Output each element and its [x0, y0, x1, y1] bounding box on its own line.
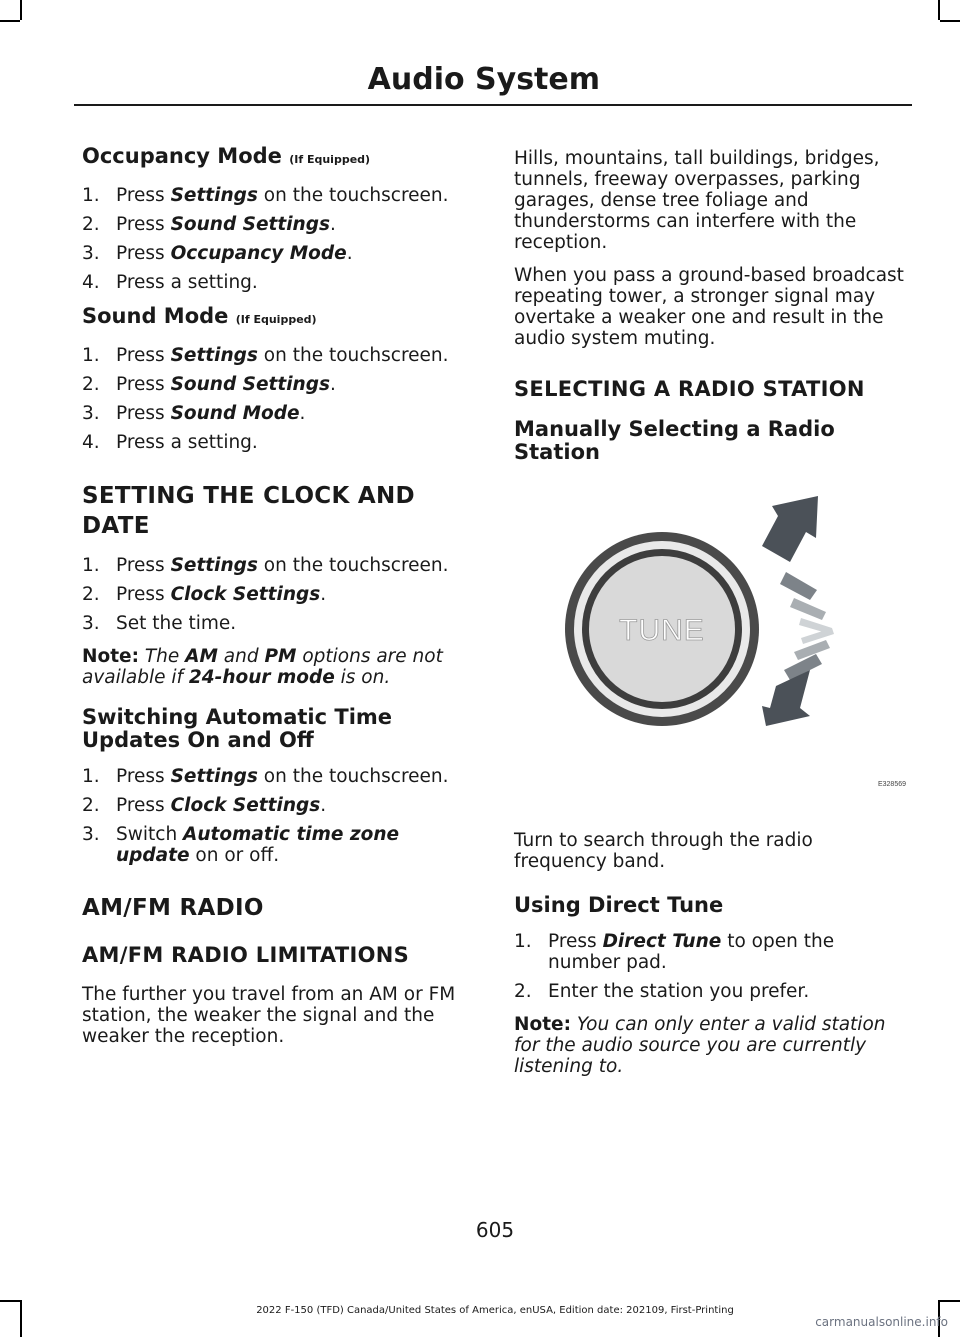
- step-number: 3.: [82, 824, 100, 845]
- watermark: carmanualsonline.info: [815, 1315, 948, 1329]
- step-emphasis: Settings: [170, 185, 258, 206]
- right-column: [514, 148, 906, 1089]
- list-item: [82, 185, 474, 206]
- step-text-end: .: [329, 214, 336, 235]
- step-emphasis: Automatic time zone update: [116, 824, 400, 866]
- step-text: Enter the station you prefer.: [548, 981, 810, 1002]
- list-item: [514, 981, 906, 1002]
- crop-mark-top-right-h: [940, 20, 960, 22]
- step-text-end: .: [299, 403, 306, 424]
- occupancy-mode-title: Occupancy Mode: [82, 144, 282, 168]
- step-text-end: .: [329, 374, 336, 395]
- step-text: Press a setting.: [116, 432, 258, 453]
- crop-mark-bottom-right-h: [940, 1300, 960, 1302]
- note-pm: PM: [264, 646, 297, 667]
- list-item: [82, 272, 474, 293]
- arrow-up-clockwise-icon: [762, 496, 818, 562]
- step-text: Press: [116, 243, 171, 264]
- occupancy-mode-qualifier: (If Equipped): [289, 153, 371, 166]
- step-text: Press: [116, 766, 171, 787]
- left-column: [82, 145, 474, 1059]
- list-item: [82, 613, 474, 634]
- step-text: Press: [116, 374, 171, 395]
- step-text-end: on the touchscreen.: [257, 766, 449, 787]
- crop-mark-bottom-left-h: [0, 1300, 20, 1302]
- amfm-limitations-heading: AM/FM RADIO LIMITATIONS: [82, 943, 410, 967]
- step-number: 2.: [82, 584, 100, 605]
- limitations-paragraph: The further you travel from an AM or FM station, the weaker the signal and the weaker the reception.: [82, 984, 456, 1047]
- note-am: AM: [185, 646, 218, 667]
- step-number: 2.: [82, 374, 100, 395]
- occupancy-mode-steps: [82, 185, 474, 293]
- step-number: 3.: [82, 403, 100, 424]
- step-text: Press: [116, 345, 171, 366]
- list-item: [82, 555, 474, 576]
- step-number: 1.: [82, 185, 100, 206]
- clock-note: [82, 646, 474, 688]
- note-label: Note:: [82, 646, 139, 667]
- step-emphasis: Sound Mode: [170, 403, 300, 424]
- step-number: 4.: [82, 272, 100, 293]
- step-number: 3.: [82, 613, 100, 634]
- header-divider: [74, 104, 912, 106]
- sound-mode-title: Sound Mode: [82, 304, 229, 328]
- step-text: Press: [548, 931, 603, 952]
- list-item: [82, 766, 474, 787]
- step-text-end: on the touchscreen.: [257, 185, 449, 206]
- list-item: [82, 214, 474, 235]
- sound-mode-steps: [82, 345, 474, 453]
- list-item: [82, 243, 474, 264]
- step-emphasis: Settings: [170, 345, 258, 366]
- arrow-up-dash-1: [780, 572, 817, 600]
- step-text: Press: [116, 403, 171, 424]
- step-text-end: to open the number pad.: [548, 931, 835, 973]
- step-number: 2.: [82, 214, 100, 235]
- arrow-down-dash-3: [801, 628, 834, 644]
- direct-tune-heading: Using Direct Tune: [514, 893, 724, 917]
- crop-mark-top-left: [20, 0, 22, 20]
- note-label: Note:: [514, 1014, 571, 1035]
- list-item: [82, 432, 474, 453]
- figure-code: E328569: [877, 781, 906, 788]
- step-emphasis: Sound Settings: [170, 214, 330, 235]
- step-text-end: .: [346, 243, 353, 264]
- step-number: 4.: [82, 432, 100, 453]
- figure-caption: Turn to search through the radio frequency band.: [514, 830, 813, 872]
- list-item: [82, 345, 474, 366]
- clock-date-heading: SETTING THE CLOCK AND DATE: [82, 483, 415, 539]
- step-emphasis: Direct Tune: [602, 931, 722, 952]
- list-item: [82, 403, 474, 424]
- step-emphasis: Settings: [170, 555, 258, 576]
- arrow-down-counterclockwise-icon: [762, 670, 810, 726]
- step-emphasis: Occupancy Mode: [170, 243, 347, 264]
- tower-paragraph: When you pass a ground-based broadcast repeating tower, a stronger signal may overtake a weaker one and result in the audio system muting.: [514, 265, 904, 349]
- step-number: 2.: [514, 981, 532, 1002]
- selecting-station-heading: SELECTING A RADIO STATION: [514, 377, 865, 401]
- note-text: options are not available if: [82, 646, 443, 688]
- crop-mark-top-left-h: [0, 20, 20, 22]
- page-number: 605: [475, 1218, 515, 1242]
- tune-knob-illustration: [514, 494, 906, 794]
- step-text-end: .: [320, 584, 327, 605]
- direct-tune-note: [514, 1014, 906, 1077]
- list-item: [514, 931, 906, 973]
- step-text: Press: [116, 795, 171, 816]
- note-text: The: [138, 646, 186, 667]
- step-text: Press: [116, 584, 171, 605]
- note-24-hour-mode: 24-hour mode: [188, 667, 335, 688]
- amfm-radio-heading: AM/FM RADIO: [82, 895, 264, 921]
- list-item: [82, 795, 474, 816]
- list-item: [82, 584, 474, 605]
- step-text: Switch: [116, 824, 184, 845]
- clock-steps: [82, 555, 474, 634]
- direct-tune-steps: [514, 931, 906, 1002]
- interference-paragraph: Hills, mountains, tall buildings, bridges, tunnels, freeway overpasses, parking garages, dense tree foliage and thunderstorms can interfere with the reception.: [514, 148, 880, 253]
- list-item: [82, 824, 474, 866]
- page-header-title: Audio System: [367, 62, 600, 97]
- manual-selecting-heading: Manually Selecting a Radio Station: [514, 417, 835, 464]
- edition-line: 2022 F-150 (TFD) Canada/United States of America, enUSA, Edition date: 202109, First-Printing: [256, 1305, 734, 1316]
- sound-mode-heading: [82, 305, 474, 331]
- step-text: Set the time.: [116, 613, 237, 634]
- list-item: [82, 374, 474, 395]
- step-text-end: .: [320, 795, 327, 816]
- sound-mode-qualifier: (If Equipped): [235, 313, 317, 326]
- step-emphasis: Sound Settings: [170, 374, 330, 395]
- note-text: You can only enter a valid station for the audio source you are currently listening to.: [514, 1014, 886, 1077]
- step-number: 3.: [82, 243, 100, 264]
- step-text-end: on the touchscreen.: [257, 345, 449, 366]
- note-text: is on.: [334, 667, 391, 688]
- tune-knob-figure: [514, 494, 906, 794]
- step-text: Press a setting.: [116, 272, 258, 293]
- occupancy-mode-heading: [82, 145, 474, 171]
- auto-time-steps: [82, 766, 474, 866]
- step-emphasis: Clock Settings: [170, 795, 321, 816]
- auto-time-heading: Switching Automatic Time Updates On and Off: [82, 705, 393, 752]
- note-text: and: [217, 646, 265, 667]
- knob-label: TUNE: [619, 614, 705, 647]
- arrow-up-dash-2: [790, 598, 826, 620]
- crop-mark-top-right: [938, 0, 940, 20]
- step-text-end: on or off.: [189, 845, 280, 866]
- step-text-end: on the touchscreen.: [257, 555, 449, 576]
- step-number: 1.: [82, 766, 100, 787]
- step-text: Press: [116, 555, 171, 576]
- step-number: 1.: [514, 931, 532, 952]
- step-text: Press: [116, 214, 171, 235]
- step-number: 1.: [82, 555, 100, 576]
- step-emphasis: Clock Settings: [170, 584, 321, 605]
- step-text: Press: [116, 185, 171, 206]
- step-emphasis: Settings: [170, 766, 258, 787]
- step-number: 2.: [82, 795, 100, 816]
- step-number: 1.: [82, 345, 100, 366]
